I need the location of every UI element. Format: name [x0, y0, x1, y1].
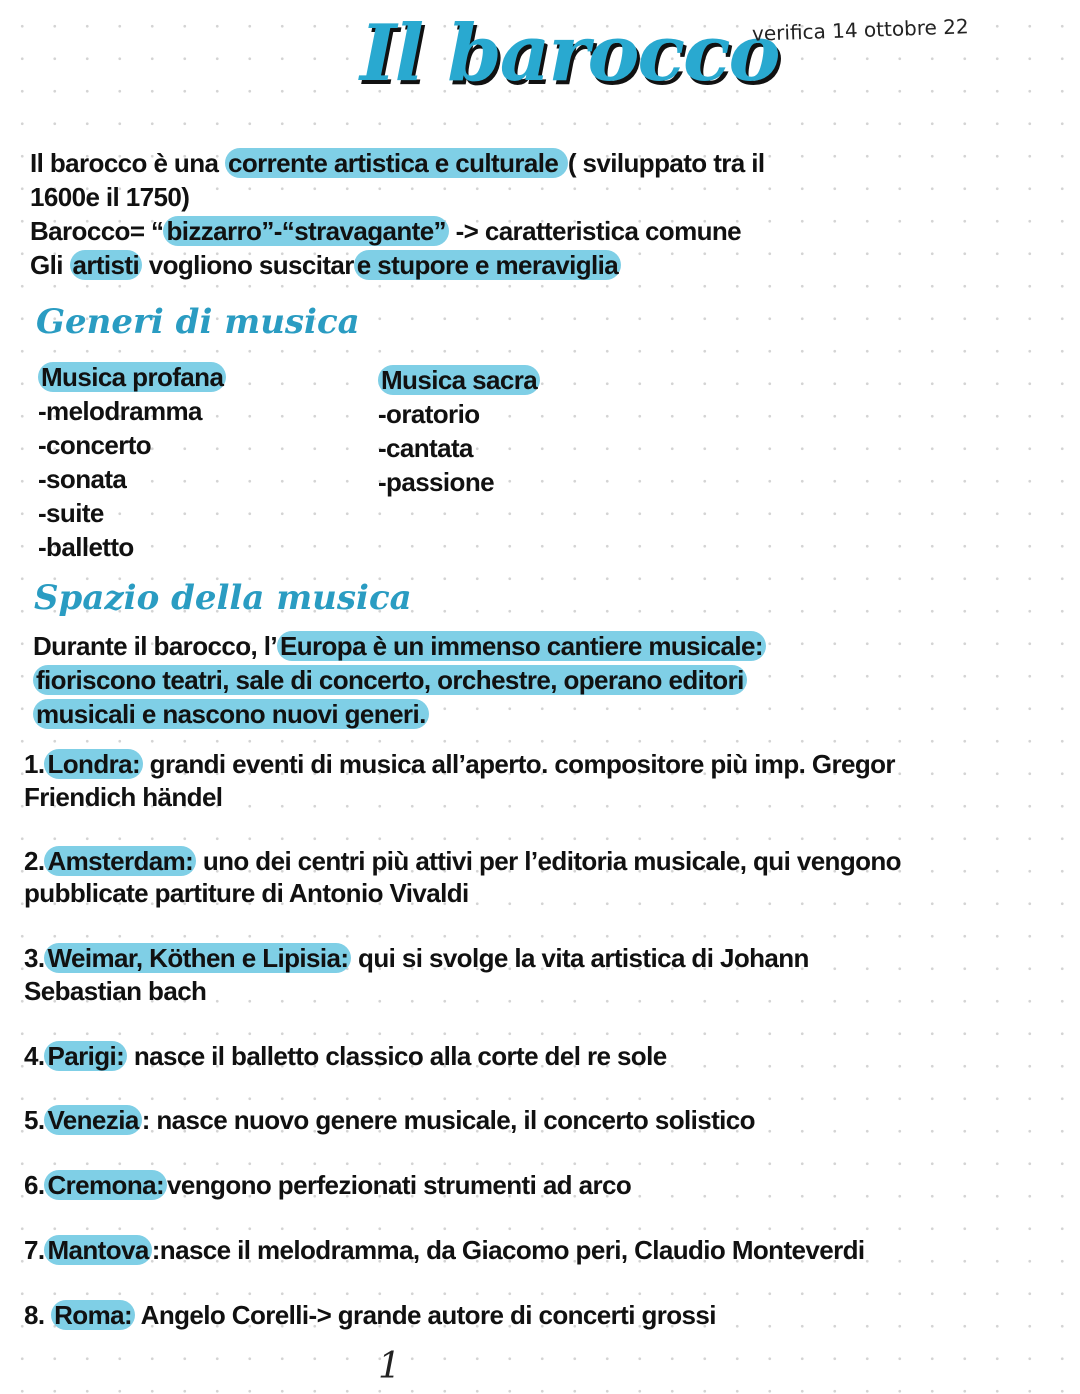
- text: nasce il balletto classico alla corte del re sole: [127, 1041, 667, 1071]
- text: -cantata: [378, 433, 473, 463]
- highlighted-text: corrente artistica e culturale: [225, 148, 568, 178]
- text: -balletto: [38, 532, 134, 562]
- text: vogliono suscitar: [142, 250, 354, 280]
- page-title: Il barocco: [360, 8, 779, 99]
- highlighted-text: Amsterdam:: [44, 846, 196, 876]
- text: -sonata: [38, 464, 127, 494]
- page-number: 1: [378, 1346, 401, 1387]
- text: Gli: [30, 250, 70, 280]
- spazio-lines-line: [33, 697, 429, 731]
- text: vengono perfezionati strumenti ad arco: [167, 1170, 632, 1200]
- places-line: [24, 747, 895, 781]
- text: uno dei centri più attivi per l’editoria musicale, qui vengono: [196, 846, 901, 876]
- highlighted-text: Mantova: [44, 1235, 151, 1265]
- intro-line: [30, 248, 621, 282]
- genres-profana-line: [38, 360, 226, 394]
- text: -concerto: [38, 430, 152, 460]
- genres-profana-line: [38, 496, 104, 530]
- text: 2.: [24, 846, 45, 876]
- text: 8.: [24, 1300, 52, 1330]
- genres-profana-line: [38, 530, 134, 564]
- date-note: verifica 14 ottobre 22: [751, 14, 970, 46]
- highlighted-text: Londra:: [44, 749, 143, 779]
- heading-generi: Generi di musica: [36, 302, 360, 342]
- text: 5.: [24, 1105, 45, 1135]
- intro-line: [30, 146, 765, 180]
- highlighted-text: e stupore e meraviglia: [354, 250, 621, 280]
- text: Durante il barocco, l’: [33, 631, 277, 661]
- places-line: [24, 780, 222, 814]
- places-line: [24, 974, 206, 1008]
- heading-spazio: Spazio della musica: [34, 578, 412, 618]
- text: -suite: [38, 498, 104, 528]
- intro-line: [30, 214, 741, 248]
- text: 6.: [24, 1170, 45, 1200]
- highlighted-text: Parigi:: [44, 1041, 127, 1071]
- genres-sacra-line: [378, 465, 494, 499]
- highlighted-text: Weimar, Köthen e Lipisia:: [44, 943, 351, 973]
- text: grandi eventi di musica all’aperto. compositore più imp. Gregor: [143, 749, 895, 779]
- text: :nasce il melodramma, da Giacomo peri, Claudio Monteverdi: [151, 1235, 865, 1265]
- places-line: [24, 941, 809, 975]
- text: 1600e il 1750): [30, 182, 190, 212]
- text: 7.: [24, 1235, 45, 1265]
- text: pubblicate partiture di Antonio Vivaldi: [24, 878, 469, 908]
- highlighted-text: Venezia: [44, 1105, 141, 1135]
- places-line: [24, 844, 901, 878]
- text: Angelo Corelli-> grande autore di concerti grossi: [135, 1300, 716, 1330]
- text: qui si svolge la vita artistica di Johann: [351, 943, 809, 973]
- genres-sacra-line: [378, 431, 473, 465]
- text: -passione: [378, 467, 494, 497]
- text: -melodramma: [38, 396, 202, 426]
- text: ( sviluppato tra il: [567, 148, 765, 178]
- genres-profana-line: [38, 462, 126, 496]
- spazio-lines-line: [33, 663, 747, 697]
- text: Friendich händel: [24, 782, 223, 812]
- text: Il barocco è una: [30, 148, 225, 178]
- highlighted-text: musicali e nascono nuovi generi.: [33, 699, 429, 729]
- highlighted-text: fioriscono teatri, sale di concerto, orchestre, operano editori: [33, 665, 747, 695]
- genres-profana-line: [38, 428, 151, 462]
- text: -oratorio: [378, 399, 480, 429]
- text: -> caratteristica comune: [448, 216, 742, 246]
- places-line: [24, 876, 469, 910]
- highlighted-text: Europa è un immenso cantiere musicale:: [277, 631, 766, 661]
- places-line: [24, 1168, 631, 1202]
- spazio-lines-line: [33, 629, 766, 663]
- genres-profana-line: [38, 394, 202, 428]
- genres-sacra-line: [378, 397, 479, 431]
- places-line: [24, 1103, 755, 1137]
- text: : nasce nuovo genere musicale, il concerto solistico: [141, 1105, 755, 1135]
- highlighted-text: Musica profana: [38, 362, 226, 392]
- highlighted-text: bizzarro”-“stravagante”: [163, 216, 449, 246]
- genres-sacra-line: [378, 363, 540, 397]
- highlighted-text: Musica sacra: [378, 365, 540, 395]
- text: Barocco= “: [30, 216, 164, 246]
- highlighted-text: artisti: [70, 250, 143, 280]
- text: 1.: [24, 749, 45, 779]
- text: Sebastian bach: [24, 976, 207, 1006]
- places-line: [24, 1298, 716, 1332]
- highlighted-text: Roma:: [51, 1300, 135, 1330]
- text: 3.: [24, 943, 45, 973]
- places-line: [24, 1039, 667, 1073]
- places-line: [24, 1233, 865, 1267]
- intro-line: [30, 180, 189, 214]
- highlighted-text: Cremona:: [44, 1170, 167, 1200]
- text: 4.: [24, 1041, 45, 1071]
